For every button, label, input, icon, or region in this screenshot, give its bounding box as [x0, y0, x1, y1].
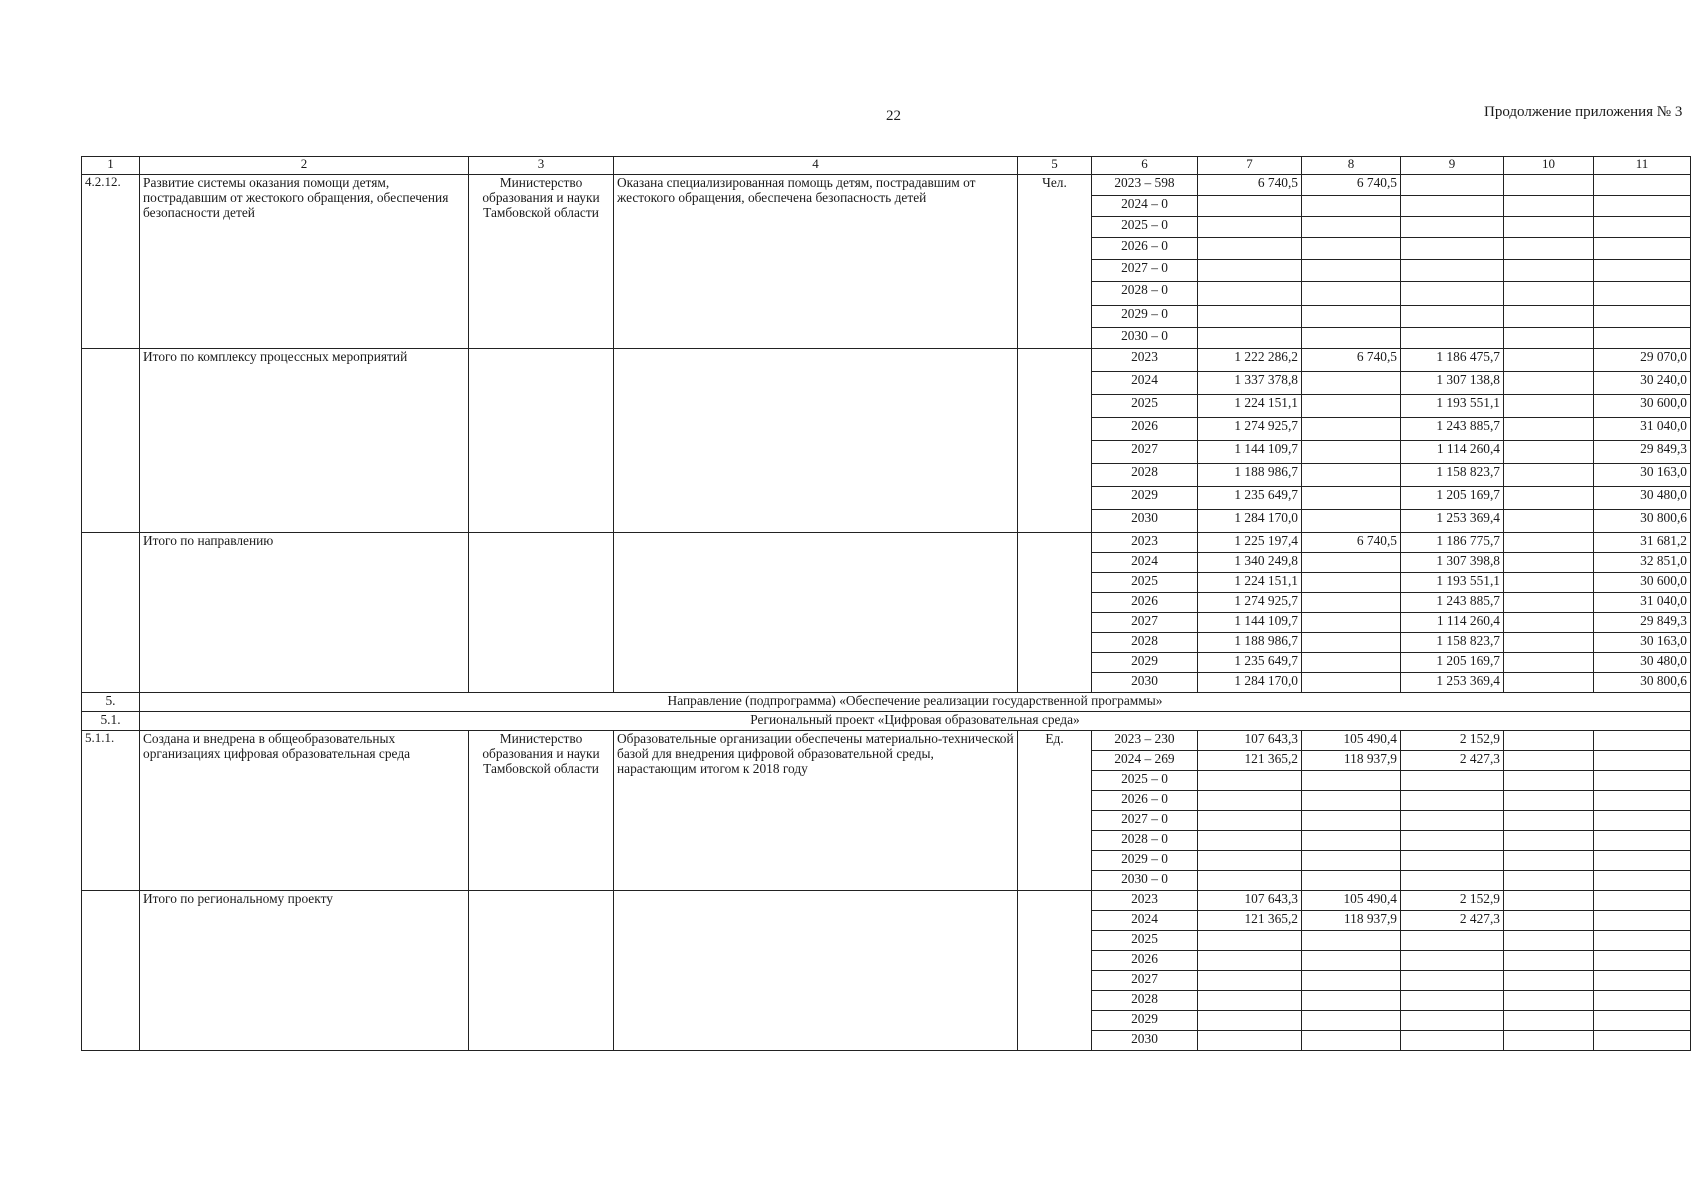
amount-federal	[1302, 372, 1401, 395]
blank-executor	[469, 533, 614, 693]
year-cell: 2028	[1092, 464, 1198, 487]
amount-regional	[1401, 871, 1504, 891]
amount-other: 31 040,0	[1594, 418, 1691, 441]
year-cell: 2028	[1092, 991, 1198, 1011]
amount-local	[1504, 238, 1594, 260]
amount-other	[1594, 751, 1691, 771]
year-cell: 2029	[1092, 1011, 1198, 1031]
amount-federal	[1302, 951, 1401, 971]
amount-federal	[1302, 991, 1401, 1011]
amount-federal	[1302, 871, 1401, 891]
amount-other	[1594, 891, 1691, 911]
year-cell: 2023 – 598	[1092, 175, 1198, 196]
amount-other: 29 070,0	[1594, 349, 1691, 372]
amount-local	[1504, 533, 1594, 553]
amount-local	[1504, 731, 1594, 751]
amount-other	[1594, 811, 1691, 831]
amount-local	[1504, 871, 1594, 891]
amount-regional	[1401, 260, 1504, 282]
column-header: 11	[1594, 157, 1691, 175]
amount-regional: 1 253 369,4	[1401, 673, 1504, 693]
amount-other: 30 600,0	[1594, 573, 1691, 593]
amount-total: 1 274 925,7	[1198, 418, 1302, 441]
amount-federal	[1302, 831, 1401, 851]
amount-total	[1198, 196, 1302, 217]
amount-other: 31 681,2	[1594, 533, 1691, 553]
amount-total: 1 224 151,1	[1198, 573, 1302, 593]
amount-total	[1198, 260, 1302, 282]
table-row	[82, 349, 1691, 372]
column-header: 3	[469, 157, 614, 175]
item-result: Образовательные организации обеспечены материально-технической базой для внедрения цифровой образовательной среды, нарастающим итогом к 2018 году	[614, 731, 1018, 891]
amount-regional	[1401, 791, 1504, 811]
program-table	[81, 156, 1691, 1051]
amount-federal	[1302, 633, 1401, 653]
column-header: 9	[1401, 157, 1504, 175]
amount-total	[1198, 328, 1302, 349]
year-cell: 2026 – 0	[1092, 238, 1198, 260]
amount-total: 1 188 986,7	[1198, 464, 1302, 487]
amount-other	[1594, 196, 1691, 217]
amount-other	[1594, 771, 1691, 791]
amount-federal	[1302, 441, 1401, 464]
amount-regional	[1401, 1011, 1504, 1031]
table-row	[82, 533, 1691, 553]
item-unit: Чел.	[1018, 175, 1092, 349]
amount-total: 1 235 649,7	[1198, 487, 1302, 510]
amount-regional: 1 114 260,4	[1401, 613, 1504, 633]
amount-regional	[1401, 328, 1504, 349]
year-cell: 2027 – 0	[1092, 260, 1198, 282]
year-cell: 2025 – 0	[1092, 217, 1198, 238]
amount-local	[1504, 418, 1594, 441]
amount-regional: 1 205 169,7	[1401, 487, 1504, 510]
amount-local	[1504, 951, 1594, 971]
blank-result	[614, 533, 1018, 693]
column-header: 4	[614, 157, 1018, 175]
amount-local	[1504, 613, 1594, 633]
amount-federal: 105 490,4	[1302, 891, 1401, 911]
amount-total: 1 188 986,7	[1198, 633, 1302, 653]
amount-total: 1 222 286,2	[1198, 349, 1302, 372]
amount-local	[1504, 653, 1594, 673]
amount-local	[1504, 1031, 1594, 1051]
amount-total: 1 284 170,0	[1198, 673, 1302, 693]
year-cell: 2030 – 0	[1092, 871, 1198, 891]
amount-total: 1 235 649,7	[1198, 653, 1302, 673]
amount-regional	[1401, 196, 1504, 217]
year-cell: 2023	[1092, 533, 1198, 553]
amount-regional: 1 114 260,4	[1401, 441, 1504, 464]
year-cell: 2030	[1092, 510, 1198, 533]
amount-other: 29 849,3	[1594, 613, 1691, 633]
column-header: 6	[1092, 157, 1198, 175]
amount-regional	[1401, 175, 1504, 196]
amount-local	[1504, 441, 1594, 464]
amount-local	[1504, 593, 1594, 613]
amount-local	[1504, 306, 1594, 328]
amount-other	[1594, 731, 1691, 751]
column-header-row	[82, 157, 1691, 175]
year-cell: 2030	[1092, 673, 1198, 693]
amount-federal: 6 740,5	[1302, 349, 1401, 372]
year-cell: 2029 – 0	[1092, 306, 1198, 328]
amount-other	[1594, 991, 1691, 1011]
amount-federal	[1302, 673, 1401, 693]
year-cell: 2027	[1092, 613, 1198, 633]
amount-regional	[1401, 217, 1504, 238]
amount-federal: 118 937,9	[1302, 751, 1401, 771]
amount-local	[1504, 349, 1594, 372]
amount-local	[1504, 891, 1594, 911]
amount-total: 6 740,5	[1198, 175, 1302, 196]
section-title: Направление (подпрограмма) «Обеспечение реализации государственной программы»	[140, 693, 1691, 712]
column-header: 1	[82, 157, 140, 175]
amount-regional: 2 152,9	[1401, 891, 1504, 911]
amount-total	[1198, 971, 1302, 991]
amount-federal: 6 740,5	[1302, 175, 1401, 196]
year-cell: 2027	[1092, 441, 1198, 464]
amount-federal	[1302, 931, 1401, 951]
amount-other	[1594, 175, 1691, 196]
amount-other: 30 163,0	[1594, 633, 1691, 653]
year-cell: 2029	[1092, 487, 1198, 510]
year-cell: 2026 – 0	[1092, 791, 1198, 811]
amount-regional: 1 243 885,7	[1401, 593, 1504, 613]
amount-other	[1594, 931, 1691, 951]
amount-total	[1198, 991, 1302, 1011]
year-cell: 2028 – 0	[1092, 282, 1198, 306]
amount-other	[1594, 260, 1691, 282]
amount-total: 1 274 925,7	[1198, 593, 1302, 613]
amount-other: 30 163,0	[1594, 464, 1691, 487]
amount-local	[1504, 573, 1594, 593]
amount-regional: 2 427,3	[1401, 751, 1504, 771]
item-name: Создана и внедрена в общеобразовательных организациях цифровая образовательная среда	[140, 731, 469, 891]
year-cell: 2026	[1092, 418, 1198, 441]
total-label: Итого по комплексу процессных мероприятий	[140, 349, 469, 533]
amount-federal	[1302, 791, 1401, 811]
amount-total	[1198, 1011, 1302, 1031]
amount-other: 30 480,0	[1594, 653, 1691, 673]
amount-total: 1 224 151,1	[1198, 395, 1302, 418]
amount-federal	[1302, 260, 1401, 282]
amount-regional	[1401, 951, 1504, 971]
amount-regional	[1401, 238, 1504, 260]
amount-local	[1504, 464, 1594, 487]
year-cell: 2025	[1092, 395, 1198, 418]
amount-total	[1198, 811, 1302, 831]
amount-federal	[1302, 1011, 1401, 1031]
amount-total	[1198, 951, 1302, 971]
amount-other: 29 849,3	[1594, 441, 1691, 464]
amount-local	[1504, 931, 1594, 951]
amount-regional	[1401, 771, 1504, 791]
amount-other: 30 240,0	[1594, 372, 1691, 395]
amount-regional: 1 193 551,1	[1401, 395, 1504, 418]
year-cell: 2028	[1092, 633, 1198, 653]
amount-federal	[1302, 1031, 1401, 1051]
amount-other	[1594, 328, 1691, 349]
amount-federal: 105 490,4	[1302, 731, 1401, 751]
amount-regional: 1 158 823,7	[1401, 464, 1504, 487]
amount-total	[1198, 831, 1302, 851]
blank-number	[82, 533, 140, 693]
amount-regional	[1401, 971, 1504, 991]
blank-unit	[1018, 533, 1092, 693]
amount-local	[1504, 1011, 1594, 1031]
year-cell: 2025	[1092, 573, 1198, 593]
year-cell: 2023	[1092, 891, 1198, 911]
amount-federal	[1302, 238, 1401, 260]
page-number: 22	[886, 108, 901, 124]
amount-total: 1 337 378,8	[1198, 372, 1302, 395]
amount-total	[1198, 871, 1302, 891]
amount-other: 32 851,0	[1594, 553, 1691, 573]
amount-regional	[1401, 811, 1504, 831]
table-row	[82, 175, 1691, 196]
amount-local	[1504, 487, 1594, 510]
amount-total	[1198, 771, 1302, 791]
total-label: Итого по направлению	[140, 533, 469, 693]
section-title: Региональный проект «Цифровая образовательная среда»	[140, 712, 1691, 731]
item-number: 5.1.1.	[82, 731, 140, 891]
year-cell: 2023	[1092, 349, 1198, 372]
amount-federal	[1302, 328, 1401, 349]
amount-federal	[1302, 771, 1401, 791]
amount-federal	[1302, 510, 1401, 533]
year-cell: 2028 – 0	[1092, 831, 1198, 851]
amount-other: 30 800,6	[1594, 510, 1691, 533]
amount-total: 1 144 109,7	[1198, 441, 1302, 464]
section-row	[82, 712, 1691, 731]
column-header: 5	[1018, 157, 1092, 175]
year-cell: 2027 – 0	[1092, 811, 1198, 831]
amount-local	[1504, 911, 1594, 931]
year-cell: 2023 – 230	[1092, 731, 1198, 751]
amount-federal	[1302, 553, 1401, 573]
amount-other	[1594, 831, 1691, 851]
amount-federal: 118 937,9	[1302, 911, 1401, 931]
amount-federal	[1302, 653, 1401, 673]
amount-federal	[1302, 851, 1401, 871]
amount-total	[1198, 306, 1302, 328]
amount-other: 30 800,6	[1594, 673, 1691, 693]
amount-local	[1504, 971, 1594, 991]
amount-regional: 1 186 775,7	[1401, 533, 1504, 553]
amount-local	[1504, 791, 1594, 811]
amount-total: 107 643,3	[1198, 891, 1302, 911]
amount-local	[1504, 260, 1594, 282]
item-executor: Министерство образования и науки Тамбовской области	[469, 731, 614, 891]
amount-total	[1198, 238, 1302, 260]
amount-total: 107 643,3	[1198, 731, 1302, 751]
table-row	[82, 891, 1691, 911]
amount-other	[1594, 871, 1691, 891]
amount-local	[1504, 751, 1594, 771]
amount-regional	[1401, 306, 1504, 328]
amount-other	[1594, 1031, 1691, 1051]
blank-unit	[1018, 891, 1092, 1051]
amount-regional: 1 205 169,7	[1401, 653, 1504, 673]
amount-local	[1504, 510, 1594, 533]
amount-regional	[1401, 1031, 1504, 1051]
amount-other: 30 480,0	[1594, 487, 1691, 510]
amount-federal	[1302, 418, 1401, 441]
section-row	[82, 693, 1691, 712]
amount-total	[1198, 851, 1302, 871]
amount-total	[1198, 217, 1302, 238]
amount-local	[1504, 633, 1594, 653]
amount-federal	[1302, 306, 1401, 328]
amount-local	[1504, 196, 1594, 217]
amount-local	[1504, 217, 1594, 238]
amount-other	[1594, 791, 1691, 811]
amount-federal: 6 740,5	[1302, 533, 1401, 553]
amount-federal	[1302, 573, 1401, 593]
year-cell: 2030	[1092, 1031, 1198, 1051]
amount-local	[1504, 372, 1594, 395]
item-unit: Ед.	[1018, 731, 1092, 891]
amount-other	[1594, 238, 1691, 260]
amount-federal	[1302, 811, 1401, 831]
year-cell: 2029 – 0	[1092, 851, 1198, 871]
amount-federal	[1302, 487, 1401, 510]
year-cell: 2024	[1092, 911, 1198, 931]
column-header: 7	[1198, 157, 1302, 175]
year-cell: 2024 – 269	[1092, 751, 1198, 771]
amount-total	[1198, 282, 1302, 306]
amount-regional: 1 158 823,7	[1401, 633, 1504, 653]
amount-regional: 2 427,3	[1401, 911, 1504, 931]
blank-unit	[1018, 349, 1092, 533]
year-cell: 2024	[1092, 553, 1198, 573]
amount-local	[1504, 175, 1594, 196]
amount-regional: 2 152,9	[1401, 731, 1504, 751]
amount-local	[1504, 673, 1594, 693]
year-cell: 2027	[1092, 971, 1198, 991]
amount-local	[1504, 851, 1594, 871]
amount-local	[1504, 811, 1594, 831]
amount-other	[1594, 306, 1691, 328]
amount-federal	[1302, 217, 1401, 238]
amount-federal	[1302, 593, 1401, 613]
section-number: 5.1.	[82, 712, 140, 731]
blank-executor	[469, 349, 614, 533]
year-cell: 2025	[1092, 931, 1198, 951]
amount-regional: 1 186 475,7	[1401, 349, 1504, 372]
amount-federal	[1302, 282, 1401, 306]
year-cell: 2030 – 0	[1092, 328, 1198, 349]
column-header: 8	[1302, 157, 1401, 175]
amount-total: 1 144 109,7	[1198, 613, 1302, 633]
amount-total	[1198, 791, 1302, 811]
column-header: 10	[1504, 157, 1594, 175]
blank-result	[614, 349, 1018, 533]
amount-other: 30 600,0	[1594, 395, 1691, 418]
amount-regional: 1 243 885,7	[1401, 418, 1504, 441]
amount-total: 121 365,2	[1198, 751, 1302, 771]
item-name: Развитие системы оказания помощи детям, пострадавшим от жестокого обращения, обеспечения безопасности детей	[140, 175, 469, 349]
amount-other	[1594, 282, 1691, 306]
amount-total: 1 284 170,0	[1198, 510, 1302, 533]
amount-other	[1594, 911, 1691, 931]
item-number: 4.2.12.	[82, 175, 140, 349]
amount-total: 1 340 249,8	[1198, 553, 1302, 573]
year-cell: 2024	[1092, 372, 1198, 395]
total-label: Итого по региональному проекту	[140, 891, 469, 1051]
amount-other	[1594, 217, 1691, 238]
year-cell: 2029	[1092, 653, 1198, 673]
year-cell: 2026	[1092, 593, 1198, 613]
item-result: Оказана специализированная помощь детям, пострадавшим от жестокого обращения, обеспечена безопасность детей	[614, 175, 1018, 349]
table-row	[82, 731, 1691, 751]
amount-federal	[1302, 971, 1401, 991]
item-executor: Министерство образования и науки Тамбовской области	[469, 175, 614, 349]
amount-total	[1198, 931, 1302, 951]
blank-executor	[469, 891, 614, 1051]
blank-number	[82, 891, 140, 1051]
amount-regional: 1 193 551,1	[1401, 573, 1504, 593]
amount-federal	[1302, 395, 1401, 418]
column-header: 2	[140, 157, 469, 175]
amount-total	[1198, 1031, 1302, 1051]
amount-regional	[1401, 931, 1504, 951]
amount-other	[1594, 851, 1691, 871]
amount-local	[1504, 553, 1594, 573]
amount-federal	[1302, 196, 1401, 217]
blank-number	[82, 349, 140, 533]
amount-regional	[1401, 282, 1504, 306]
amount-local	[1504, 395, 1594, 418]
year-cell: 2025 – 0	[1092, 771, 1198, 791]
section-number: 5.	[82, 693, 140, 712]
amount-federal	[1302, 613, 1401, 633]
amount-total: 1 225 197,4	[1198, 533, 1302, 553]
year-cell: 2024 – 0	[1092, 196, 1198, 217]
amount-local	[1504, 328, 1594, 349]
amount-local	[1504, 991, 1594, 1011]
amount-regional	[1401, 991, 1504, 1011]
amount-local	[1504, 282, 1594, 306]
amount-other	[1594, 1011, 1691, 1031]
amount-regional	[1401, 851, 1504, 871]
continuation-label: Продолжение приложения № 3	[1484, 104, 1683, 120]
blank-result	[614, 891, 1018, 1051]
amount-other	[1594, 951, 1691, 971]
amount-local	[1504, 831, 1594, 851]
amount-other	[1594, 971, 1691, 991]
amount-regional: 1 307 138,8	[1401, 372, 1504, 395]
amount-regional: 1 307 398,8	[1401, 553, 1504, 573]
amount-local	[1504, 771, 1594, 791]
amount-other: 31 040,0	[1594, 593, 1691, 613]
amount-total: 121 365,2	[1198, 911, 1302, 931]
amount-federal	[1302, 464, 1401, 487]
year-cell: 2026	[1092, 951, 1198, 971]
amount-regional	[1401, 831, 1504, 851]
amount-regional: 1 253 369,4	[1401, 510, 1504, 533]
